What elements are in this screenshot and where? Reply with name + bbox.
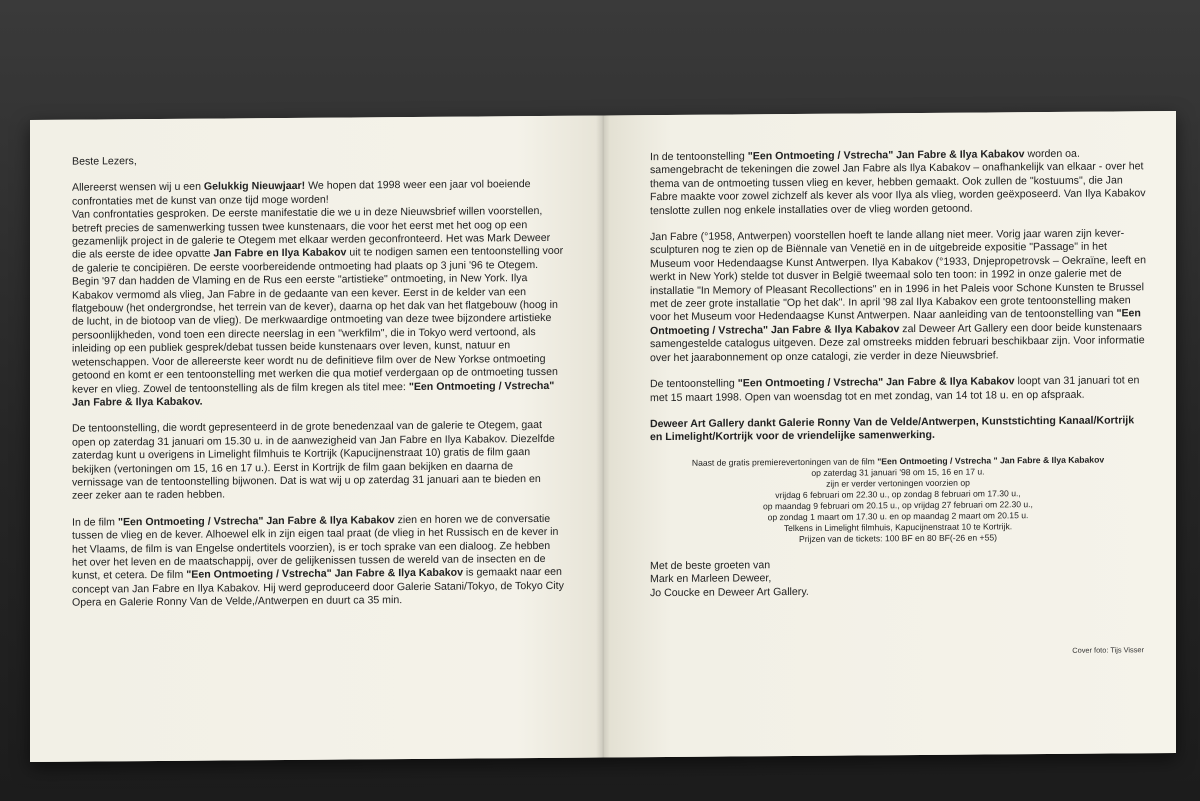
right-page-text [650, 147, 1146, 600]
paragraph-artists-bio: Jan Fabre (°1958, Antwerpen) voorstellen hoeft te lande allang niet meer. Vorig jaar waren zijn kever-sculpturen nog te zien op de Biënnale van Venetië en in de uitgebreide expositie "Passage" in het Museum voor Hedendaagse Kunst Antwerpen. Ilya Kabakov (°1933, Dnjepropetrovsk – Oekraïne, leeft en werkt in New York) stelde tot dusver in België tweemaal solo ten toon: in 1992 in onze galerie met de installatie "In Memory of Pleasant Recollections" en in 1996 in het Paleis voor Schone Kunsten te Brussel met de zeer grote installatie "Op het dak". In april '98 zal Ilya Kabakov een grote tentoonstelling maken voor het Museum voor Hedendaagse Kunst Antwerpen. Naar aanleiding van de tentoonstelling van "Een Ontmoeting / Vstrecha" Jan Fabre & Ilya Kabakov zal Deweer Art Gallery een door beide kunstenaars samengestelde catalogus uitgeven. Deze zal omstreeks midden februari beschikbaar zijn. Voor informatie over het jaarabonnement op onze catalogi, zie verder in deze Nieuwsbrief. [650, 227, 1146, 364]
screenings-line: Prijzen van de tickets: 100 BF en 80 BF(-26 en +55) [798, 532, 997, 544]
paragraph-thanks: Deweer Art Gallery dankt Galerie Ronny Van de Velde/Antwerpen, Kunststichting Kanaal/Kortrijk en Limelight/Kortrijk voor de vriendelijke samenwerking. [650, 414, 1135, 444]
screenings-line: vrijdag 6 februari om 22.30 u., op zondag 8 februari om 17.30 u., [775, 487, 1021, 500]
exhibition-title: "Een Ontmoeting / Vstrecha" Jan Fabre & Ilya Kabakov [737, 375, 1015, 390]
screenings-line: zijn er verder vertoningen voorzien op [826, 477, 970, 489]
cover-photo-credit: Cover foto: Tijs Visser [1072, 645, 1144, 655]
film-title: "Een Ontmoeting / Vstrecha" Jan Fabre & Ilya Kabakov [186, 566, 463, 582]
exhibition-title: "Een Ontmoeting / Vstrecha" Jan Fabre & Ilya Kabakov [650, 307, 1141, 338]
screenings-note [650, 454, 1146, 546]
paragraph-confrontations: Van confrontaties gesproken. De eerste manifestatie die we u in deze Nieuwsbrief willen voorstellen, betreft precies de samenwerking tussen twee kunstenaars, die voor het eerst met het oog op een gezamenlijk project in de galerie te Otegem met elkaar werden geconfronteerd. Het was Mark Deweer die als eerste de idee opvatte Jan Fabre en Ilya Kabakov uit te nodigen samen een tentoonstelling voor de galerie te concipiëren. De eerste voorbereidende ontmoeting had plaats op 3 juni '96 te Otegem. Begin '97 dan hadden de Vlaming en de Rus een eerste "artistieke" ontmoeting, in New York. Ilya Kabakov vermomd als vlieg, Jan Fabre in de gedaante van een kever. Eerst in de kelder van een flatgebouw (het ondergrondse, het terrein van de kever), daarna op het dak van het flatgebouw (hoog in de lucht, in de biotoop van de vlieg). De merkwaardige ontmoeting van deze twee bijzondere artistieke persoonlijkheden, vond toen een directe neerslag in een "werkfilm", die in Tokyo werd vertoond, als inleiding op een publiek gesprek/debat tussen beide kunstenaars over leven, kunst, natuur en wetenschappen. Voor de allereerste keer wordt nu de definitieve film over de New Yorkse ontmoeting getoond en komt er een tentoonstelling met werken die qua motief verdergaan op de ontmoeting tussen kever en vlieg. Zowel de tentoonstelling als de film kregen als titel mee: "Een Ontmoeting / Vstrecha" Jan Fabre & Ilya Kabakov. [72, 205, 564, 409]
screenings-line: op maandag 9 februari om 20.15 u., op vrijdag 27 februari om 22.30 u., [763, 498, 1033, 511]
open-booklet [30, 111, 1176, 762]
paragraph-new-year: Allereerst wensen wij u een Gelukkig Nieuwjaar! We hopen dat 1998 weer een jaar vol boeiende confrontaties met de kunst van onze tijd moge worden! [72, 178, 531, 208]
left-page-text [72, 152, 564, 623]
paragraph-dates: De tentoonstelling "Een Ontmoeting / Vstrecha" Jan Fabre & Ilya Kabakov loopt van 31 januari tot en met 15 maart 1998. Open van woensdag tot en met zondag, van 14 tot 18 u. en op afspraak. [650, 374, 1140, 404]
signature-block: Met de beste groeten van Mark en Marleen Deweer, Jo Coucke en Deweer Art Gallery. [650, 558, 809, 599]
exhibition-title: "Een Ontmoeting / Vstrecha" Jan Fabre & Ilya Kabakov. [72, 379, 555, 409]
screenings-line: Telkens in Limelight filmhuis, Kapucijnenstraat 10 te Kortrijk. [783, 521, 1013, 533]
film-title: "Een Ontmoeting / Vstrecha" Jan Fabre & Ilya Kabakov [117, 513, 395, 529]
greeting: Beste Lezers, [72, 155, 137, 168]
left-page [30, 115, 603, 762]
screenings-line: Naast de gratis premierevertoningen van de film "Een Ontmoeting / Vstrecha " Jan Fabre & Ilya Kabakov [691, 454, 1105, 468]
paragraph-exhibition: In de tentoonstelling "Een Ontmoeting / Vstrecha" Jan Fabre & Ilya Kabakov worden oa. samengebracht de tekeningen die zowel Jan Fabre als Ilya Kabakov – onafhankelijk van elkaar - over het thema van de ontmoeting tussen vlieg en kever, hebben gemaakt. Ook zullen de "kostuums", die Jan Fabre maakte voor zowel zichzelf als kever als voor Ilya als vlieg, worden geëxposeerd. Van Ilya Kabakov tenslotte zullen nog enkele installaties over de vlieg worden getoond. [650, 147, 1146, 217]
new-year-wish: Gelukkig Nieuwjaar! [203, 180, 306, 194]
screenings-line: op zaterdag 31 januari '98 om 15, 16 en 17 u. [811, 466, 985, 478]
paragraph-film: In de film "Een Ontmoeting / Vstrecha" Jan Fabre & Ilya Kabakov zien en horen we de conversatie tussen de vlieg en de kever. Alhoewel elk in zijn eigen taal praat (de vlieg in het Russisch en de kever in het Vlaams, de film is van Engelse ondertitels voorzien), is er toch sprake van een dialoog. Ze hebben het over het leven en de maatschappij, over de gelijkenissen tussen de wereld van de insecten en de kunst, et cetera. De film "Een Ontmoeting / Vstrecha" Jan Fabre & Ilya Kabakov is gemaakt naar een concept van Jan Fabre en Ilya Kabakov. Hij werd geproduceerd door Galerie Satani/Tokyo, de Tokyo City Opera en Galerie Ronny Van de Velde,/Antwerpen en duurt ca 35 min. [72, 512, 564, 609]
exhibition-title: "Een Ontmoeting / Vstrecha" Jan Fabre & Ilya Kabakov [747, 148, 1025, 163]
right-page [603, 111, 1176, 758]
artists-names: Jan Fabre en Ilya Kabakov [213, 246, 347, 260]
paragraph-opening: De tentoonstelling, die wordt gepresenteerd in de grote benedenzaal van de galerie te Otegem, gaat open op zaterdag 31 januari om 15.30 u. in de aanwezigheid van Jan Fabre en Ilya Kabakov. Diezelfde zaterdag kunt u overigens in Limelight filmhuis te Kortrijk (Kapucijnenstraat 10) gratis de film gaan bekijken (vertoningen om 15, 16 en 17 u.). Eerst in Kortrijk de film gaan bekijken en daarna de vernissage van de tentoonstelling bijwonen. Dat is wat wij u op zaterdag 31 januari aan te bieden en zeer zeker aan te raden hebben. [72, 419, 555, 503]
booklet-spine [596, 115, 610, 757]
screenings-line: op zondag 1 maart om 17.30 u. en op maandag 2 maart om 20.15 u. [767, 509, 1029, 522]
